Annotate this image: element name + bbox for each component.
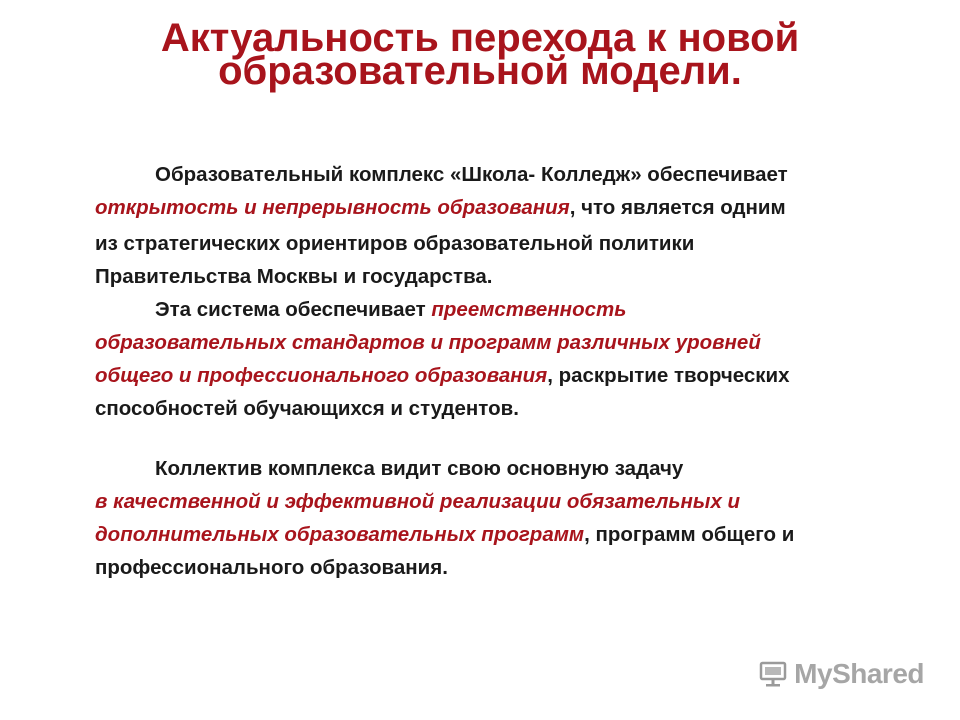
presentation-screen-icon (758, 659, 788, 689)
paragraph-1-line-4: Правительства Москвы и государства. (95, 265, 493, 288)
highlight-general-professional: общего и профессионального образования (95, 364, 548, 387)
highlight-programs: дополнительных образовательных программ (95, 523, 585, 546)
slide-title (40, 16, 920, 93)
paragraph-1-line-2-rest: , что является одним (569, 196, 786, 219)
paragraph-3-line-4: профессионального образования. (95, 556, 448, 579)
title-line-2: образовательной модели. (218, 49, 742, 93)
paragraph-complex (95, 158, 915, 293)
paragraph-2-line-3-rest: , раскрытие творческих (547, 364, 790, 387)
title-line-1: Актуальность перехода к новой (160, 16, 800, 60)
paragraph-2-line-1-plain: Эта система обеспечивает (155, 298, 432, 321)
paragraph-3-line-1: Коллектив комплекса видит свою основную задачу (155, 457, 684, 480)
paragraph-system (95, 293, 915, 425)
myshared-watermark[interactable] (758, 658, 924, 690)
paragraph-2-line-3 (95, 359, 915, 392)
paragraph-1-line-2 (95, 191, 915, 224)
slide-body (95, 158, 915, 584)
paragraph-3-line-3 (95, 518, 915, 551)
paragraph-1-line-3: из стратегических ориентиров образовательной политики (95, 232, 695, 255)
highlight-openness: открытость и непрерывность образования (95, 196, 570, 219)
watermark-label: MyShared (794, 658, 924, 689)
paragraph-1-line-1: Образовательный комплекс «Школа- Колледж» обеспечивает (155, 163, 788, 186)
paragraph-2-line-1 (95, 293, 915, 326)
paragraph-2-line-4: способностей обучающихся и студентов. (95, 397, 519, 420)
paragraph-3-line-2: в качественной и эффективной реализации обязательных и (95, 490, 741, 513)
paragraph-2-line-2: образовательных стандартов и программ различных уровней (95, 331, 761, 354)
paragraph-collective (95, 452, 915, 584)
paragraph-3-line-3-rest: , программ общего и (584, 523, 795, 546)
highlight-continuity: преемственность (431, 298, 627, 321)
